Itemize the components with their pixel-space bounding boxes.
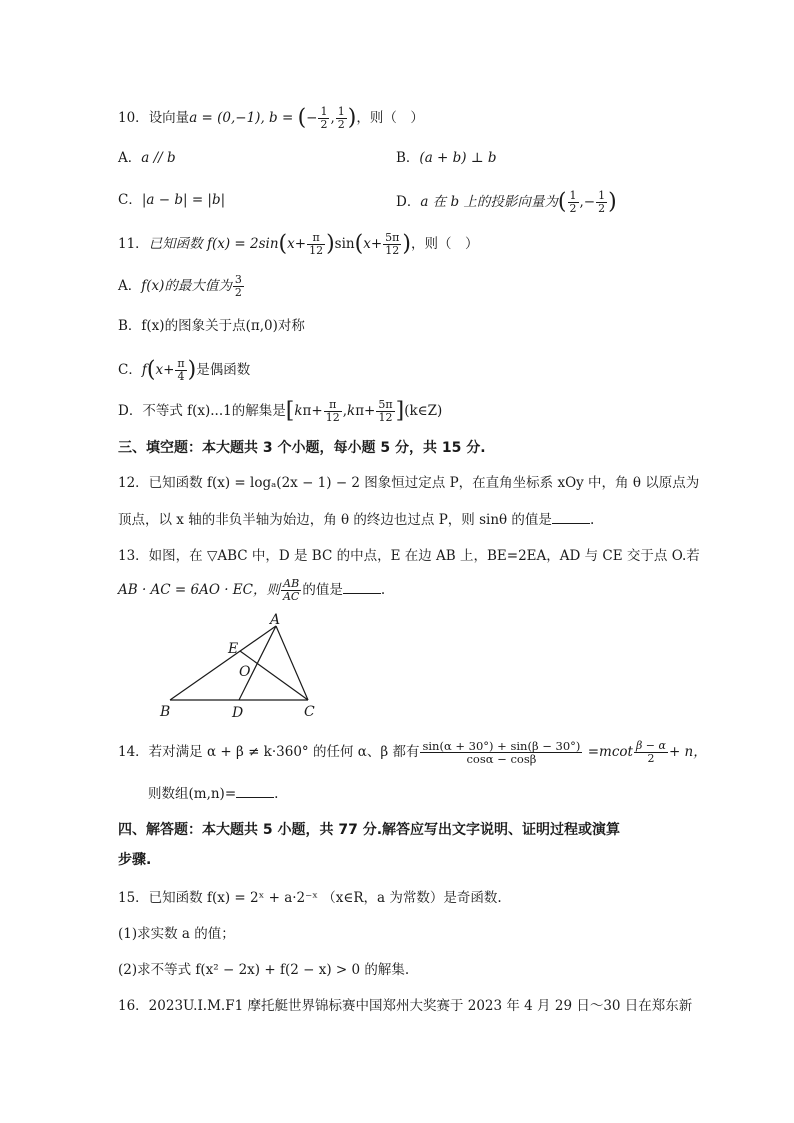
label-e: E: [228, 641, 239, 657]
q15-sub1: (1)求实数 a 的值；: [118, 926, 235, 942]
q10-option-d: D．a 在 b 上的投影向量为( $\frac{1}{2}$ ,− $\frac{1}{2}$ ): [396, 189, 617, 215]
q11-option-c: C．f(x+ $\frac{\pi}{4}$ )是偶函数: [118, 357, 251, 383]
fraction: $\frac{1}{2}$: [598, 189, 606, 215]
section-3-heading: 三、填空题：本大题共 3 个小题，每小题 5 分，共 15 分.: [118, 440, 486, 456]
vector-b-def: b =: [269, 110, 298, 126]
q13-line2: AB · AC = 6AO · EC，则 $\frac{AB}{AC}$ 的值是 .: [118, 577, 386, 603]
label-a: A: [270, 612, 281, 628]
label-d: D: [232, 705, 244, 721]
fraction: $\frac{\pi}{12}$: [325, 398, 340, 424]
q12-line1: 12．已知函数 f(x) = logₐ(2x − 1) − 2 图象恒过定点 P，在直角坐标系 xOy 中，角 θ 以原点为: [118, 475, 700, 491]
q14-line2: 则数组(m,n)= .: [148, 786, 279, 802]
answer-blank: [343, 581, 381, 594]
answer-blank: [236, 785, 274, 798]
q15-line1: 15．已知函数 f(x) = 2ˣ + a·2⁻ˣ （x∈R，a 为常数）是奇函数.: [118, 890, 502, 906]
fraction: $\frac{\pi}{4}$: [177, 357, 185, 383]
fraction: $\frac{\sin(\alpha + 30^\circ) + \sin(\beta - 30^\circ)}{\cos\alpha - \cos\beta}$: [422, 739, 581, 766]
q15-sub2: (2)求不等式 f(x² − 2x) + f(2 − x) > 0 的解集.: [118, 962, 410, 978]
q11-option-a: A．f(x)的最大值为 $\frac{3}{2}$: [118, 273, 242, 299]
fraction: $\frac{3}{2}$: [234, 273, 242, 299]
q10-stem: 10．设向量a = (0,−1), b = (− $\frac{1}{2}$ , $\frac{1}{2}$ )，则（ ）: [118, 105, 424, 131]
fraction: $\frac{AB}{AC}$: [282, 577, 300, 603]
q16-line1: 16．2023U.I.M.F1 摩托艇世界锦标赛中国郑州大奖赛于 2023 年 4 月 29 日～30 日在郑东新: [118, 998, 693, 1014]
q14-line1: 14．若对满足 α + β ≠ k·360° 的任何 α、β 都有 $\frac{\sin(\alpha + 30^\circ) + \sin(\beta - 30^\circ)}{\cos\alpha - \cos\beta}$ =mcot $\frac{\beta - \alpha}{2}$ + n，: [118, 739, 707, 766]
section-4-heading-line1: 四、解答题：本大题共 5 小题，共 77 分.解答应写出文字说明、证明过程或演算: [118, 822, 621, 838]
q11-option-d: D．不等式 f(x)...1的解集是[kπ+ $\frac{\pi}{12}$ ,kπ+ $\frac{5\pi}{12}$ ](k∈Z): [118, 398, 443, 424]
fraction: $\frac{1}{2}$: [320, 105, 328, 131]
q12-line2: 顶点，以 x 轴的非负半轴为始边，角 θ 的终边也过点 P，则 sinθ 的值是 .: [118, 512, 595, 528]
fraction: $\frac{5\pi}{12}$: [385, 231, 400, 257]
segment-ba: [170, 626, 276, 700]
label-b: B: [160, 704, 171, 720]
q10-option-b: B．(a + b) ⊥ b: [396, 150, 497, 166]
q13-line1: 13．如图，在 ▽ABC 中，D 是 BC 的中点，E 在边 AB 上，BE=2EA，AD 与 CE 交于点 O.若: [118, 548, 700, 564]
q10-option-c: C．|a − b| = |b|: [118, 192, 226, 208]
triangle-figure: [150, 612, 340, 724]
q11-stem: 11．已知函数 f(x) = 2sin(x+ $\frac{\pi}{12}$ )sin(x+ $\frac{5\pi}{12}$ )，则（ ）: [118, 231, 479, 257]
answer-blank: [552, 511, 590, 524]
q11-option-b: B．f(x)的图象关于点(π,0)对称: [118, 318, 305, 334]
q10-number: 10．: [118, 110, 149, 126]
fraction: $\frac{\pi}{12}$: [309, 231, 324, 257]
fraction: $\frac{1}{2}$: [337, 105, 345, 131]
section-4-heading-line2: 步骤.: [118, 852, 152, 868]
fraction: $\frac{5\pi}{12}$: [378, 398, 393, 424]
vector-a-def: a = (0,−1),: [189, 110, 270, 126]
fraction: $\frac{\beta - \alpha}{2}$: [635, 739, 666, 765]
fraction: $\frac{1}{2}$: [569, 189, 577, 215]
q10-option-a: A．a // b: [118, 150, 176, 166]
label-c: C: [304, 704, 315, 720]
label-o: O: [239, 664, 251, 680]
